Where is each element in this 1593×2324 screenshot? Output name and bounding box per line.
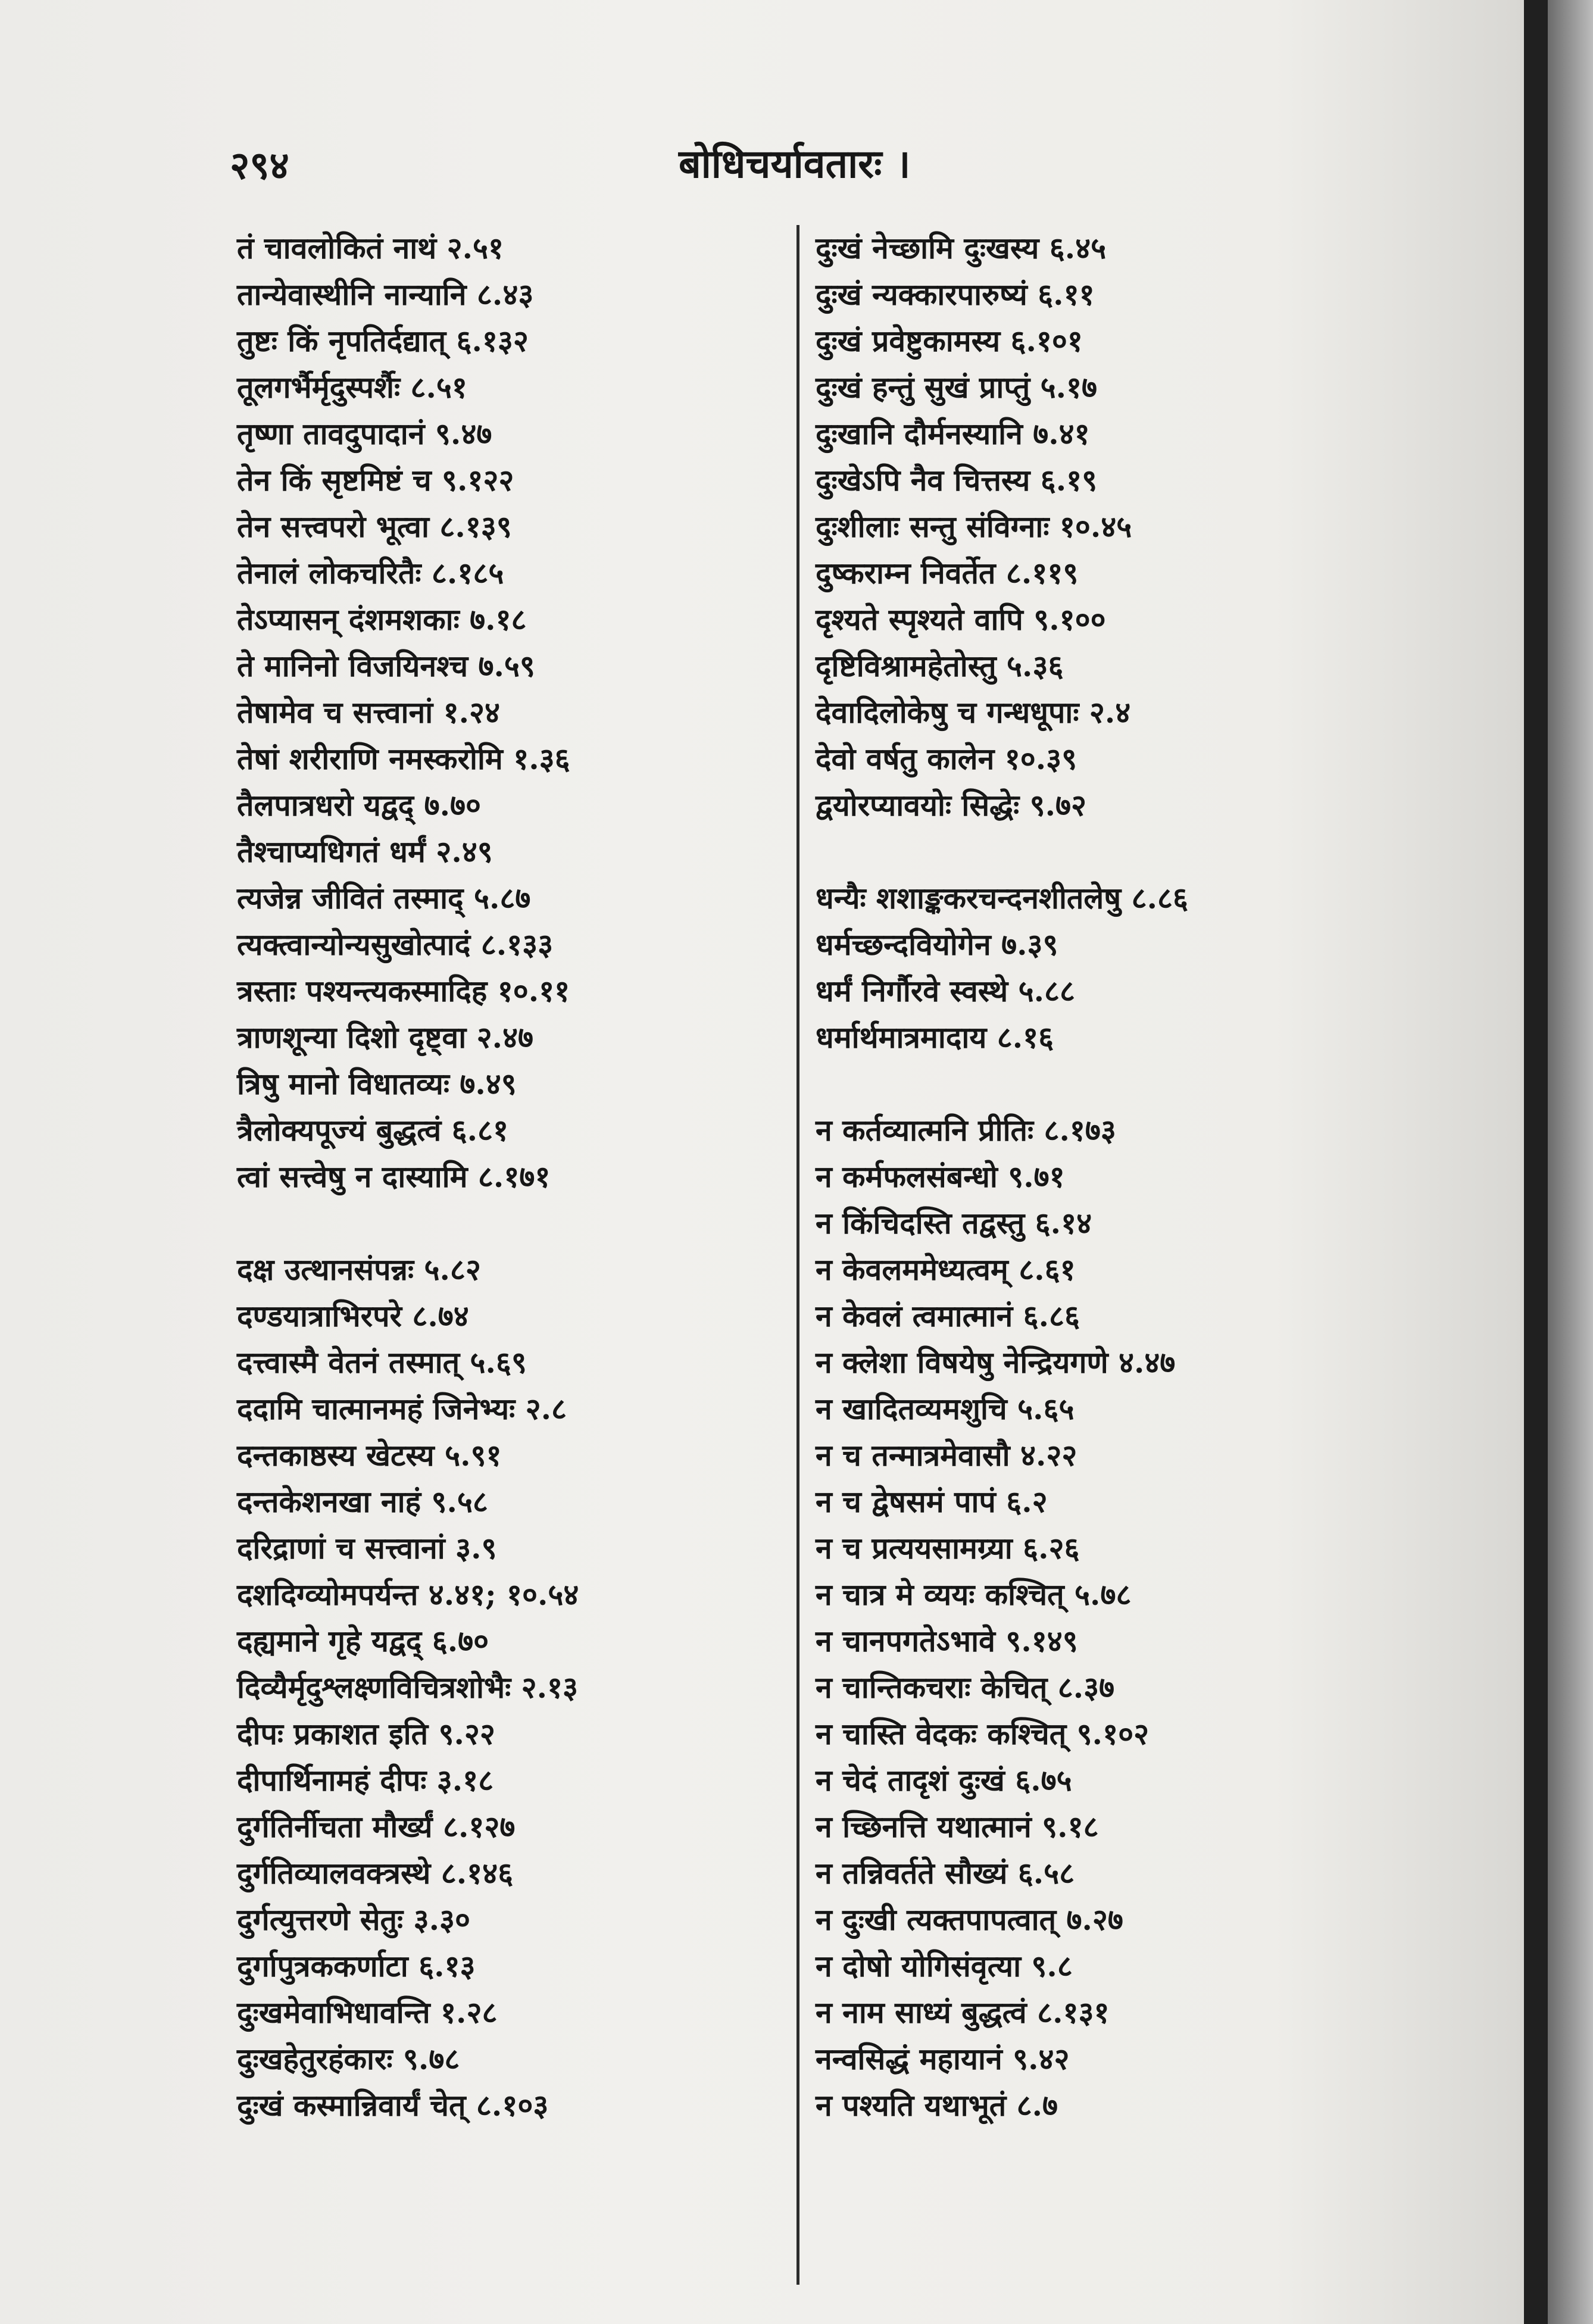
index-entry: तेन सत्त्वपरो भूत्वा ८.१३९ xyxy=(237,509,512,544)
index-entry: न किंचिदस्ति तद्वस्तु ६.१४ xyxy=(816,1205,1092,1241)
index-entry: ददामि चात्मानमहं जिनेभ्यः २.८ xyxy=(237,1391,567,1426)
index-entry: दक्ष उत्थानसंपन्नः ५.८२ xyxy=(237,1252,481,1287)
index-entry: दुःखं न्यक्कारपारुष्यं ६.११ xyxy=(816,277,1095,312)
index-entry: दुर्गतिर्नीचता मौर्ख्यं ८.१२७ xyxy=(237,1809,516,1844)
index-entry: दुःखं नेच्छामि दुःखस्य ६.४५ xyxy=(816,230,1107,265)
index-entry: त्यक्त्वान्योन्यसुखोत्पादं ८.१३३ xyxy=(237,927,554,962)
index-entry: दत्त्वास्मै वेतनं तस्मात् ५.६९ xyxy=(237,1345,527,1380)
index-entry: दुःखं प्रवेष्टुकामस्य ६.१०१ xyxy=(816,323,1083,358)
section-gap xyxy=(816,829,1506,875)
index-entry: न चेदं तादृशं दुःखं ६.७५ xyxy=(816,1763,1072,1798)
index-entry: दुःखहेतुरहंकारः ९.७८ xyxy=(237,2041,460,2076)
index-entry: न च तन्मात्रमेवासौ ४.२२ xyxy=(816,1438,1077,1473)
index-entry: दुःखानि दौर्मनस्यानि ७.४१ xyxy=(816,416,1090,451)
index-entry: तेऽप्यासन् दंशमशकाः ७.१८ xyxy=(237,602,527,637)
index-entry: दशदिग्व्योमपर्यन्त ४.४१; १०.५४ xyxy=(237,1577,579,1612)
index-entry: दन्तकेशनखा नाहं ९.५८ xyxy=(237,1484,488,1519)
index-entry: दह्यमाने गृहे यद्वद् ६.७० xyxy=(237,1623,489,1658)
index-entry: न केवलममेध्यत्वम् ८.६१ xyxy=(816,1252,1076,1287)
running-title: बोधिचर्यावतारः । xyxy=(679,140,911,187)
index-entry: न दुःखी त्यक्तपापत्वात् ७.२७ xyxy=(816,1902,1123,1937)
index-entry: धर्मं निर्गौरवे स्वस्थे ५.८८ xyxy=(816,973,1075,1008)
index-entry: दुर्गापुत्रककर्णाटा ६.१३ xyxy=(237,1948,476,1983)
index-entry: दीपार्थिनामहं दीपः ३.१८ xyxy=(237,1763,494,1798)
index-entry: न केवलं त्वमात्मानं ६.८६ xyxy=(816,1298,1080,1333)
index-entry: तेषामेव च सत्त्वानां १.२४ xyxy=(237,695,500,730)
book-gutter-shadow xyxy=(1524,0,1548,2324)
index-entry: तुष्टः किं नृपतिर्दद्यात् ६.१३२ xyxy=(237,323,529,358)
column-divider xyxy=(796,225,799,2285)
index-entry: तैश्चाप्यधिगतं धर्मं २.४९ xyxy=(237,834,493,869)
index-entry: दुर्गतिव्यालवक्त्रस्थे ८.१४६ xyxy=(237,1856,514,1891)
index-column-left xyxy=(237,225,773,2129)
index-entry: न खादितव्यमशुचि ५.६५ xyxy=(816,1391,1075,1426)
index-entry: धर्मच्छन्दवियोगेन ७.३९ xyxy=(816,927,1058,962)
index-entry: तृष्णा तावदुपादानं ९.४७ xyxy=(237,416,492,451)
index-entry: न च द्वेषसमं पापं ६.२ xyxy=(816,1484,1048,1519)
index-entry: दिव्यैर्मृदुश्लक्ष्णविचित्रशोभैः २.१३ xyxy=(237,1670,579,1705)
page-number: २९४ xyxy=(230,143,289,188)
index-column-right xyxy=(816,225,1506,2129)
index-entry: तैलपात्रधरो यद्वद् ७.७० xyxy=(237,788,482,823)
index-entry: दीपः प्रकाशत इति ९.२२ xyxy=(237,1716,495,1751)
index-entry: त्रिषु मानो विधातव्यः ७.४९ xyxy=(237,1066,517,1101)
section-gap xyxy=(237,1200,773,1247)
index-entry: दरिद्राणां च सत्त्वानां ३.९ xyxy=(237,1530,497,1566)
index-entry: तेनालं लोकचरितैः ८.१८५ xyxy=(237,555,504,591)
index-entry: तं चावलोकितं नाथं २.५१ xyxy=(237,230,504,265)
index-entry: त्रैलोक्यपूज्यं बुद्धत्वं ६.८१ xyxy=(237,1113,508,1148)
index-entry: दुःखं कस्मान्निवार्यं चेत् ८.१०३ xyxy=(237,2088,549,2123)
index-entry: न कर्मफलसंबन्धो ९.७१ xyxy=(816,1159,1065,1194)
index-entry: न पश्यति यथाभूतं ८.७ xyxy=(816,2088,1058,2123)
index-entry: त्राणशून्या दिशो दृष्ट्वा २.४७ xyxy=(237,1020,533,1055)
index-entry: द्वयोरप्यावयोः सिद्धेः ९.७२ xyxy=(816,788,1087,823)
index-entry: तान्येवास्थीनि नान्यानि ८.४३ xyxy=(237,277,534,312)
index-entry: न चानपगतेऽभावे ९.१४९ xyxy=(816,1623,1078,1658)
index-entry: तूलगर्भैर्मृदुस्पर्शैः ८.५१ xyxy=(237,370,467,405)
index-entry: दुःखं हन्तुं सुखं प्राप्तुं ५.१७ xyxy=(816,370,1098,405)
index-entry: दुःशीलाः सन्तु संविग्नाः १०.४५ xyxy=(816,509,1132,544)
index-entry: त्रस्ताः पश्यन्त्यकस्मादिह १०.११ xyxy=(237,973,570,1008)
index-entry: दण्डयात्राभिरपरे ८.७४ xyxy=(237,1298,469,1333)
index-entry: ते मानिनो विजयिनश्च ७.५९ xyxy=(237,648,535,683)
index-entry: न चात्र मे व्ययः कश्चित् ५.७८ xyxy=(816,1577,1132,1612)
index-entry: धर्मार्थमात्रमादाय ८.१६ xyxy=(816,1020,1054,1055)
index-entry: न नाम साध्यं बुद्धत्वं ८.१३१ xyxy=(816,1995,1110,2030)
book-gutter-edge xyxy=(1548,0,1593,2324)
index-entry: दृश्यते स्पृश्यते वापि ९.१०० xyxy=(816,602,1106,637)
index-entry: दन्तकाष्ठस्य खेटस्य ५.९१ xyxy=(237,1438,502,1473)
index-entry: न कर्तव्यात्मनि प्रीतिः ८.१७३ xyxy=(816,1113,1116,1148)
index-entry: दुःखेऽपि नैव चित्तस्य ६.१९ xyxy=(816,463,1098,498)
index-entry: देवो वर्षतु कालेन १०.३९ xyxy=(816,741,1077,776)
index-entry: न दोषो योगिसंवृत्या ९.८ xyxy=(816,1948,1073,1983)
index-entry: न क्लेशा विषयेषु नेन्द्रियगणे ४.४७ xyxy=(816,1345,1176,1380)
index-entry: तेन किं सृष्टमिष्टं च ९.१२२ xyxy=(237,463,514,498)
index-entry: धन्यैः शशाङ्ककरचन्दनशीतलेषु ८.८६ xyxy=(816,880,1189,916)
index-entry: दुर्गत्युत्तरणे सेतुः ३.३० xyxy=(237,1902,470,1937)
index-entry: नन्वसिद्धं महायानं ९.४२ xyxy=(816,2041,1070,2076)
index-entry: न च्छिनत्ति यथात्मानं ९.१८ xyxy=(816,1809,1099,1844)
index-entry: त्वां सत्त्वेषु न दास्यामि ८.१७१ xyxy=(237,1159,551,1194)
index-entry: न चान्तिकचराः केचित् ८.३७ xyxy=(816,1670,1115,1705)
index-entry: न च प्रत्ययसामग्र्या ६.२६ xyxy=(816,1530,1080,1566)
index-entry: न तन्निवर्तते सौख्यं ६.५८ xyxy=(816,1856,1075,1891)
index-entry: दृष्टिविश्रामहेतोस्तु ५.३६ xyxy=(816,648,1064,683)
index-entry: त्यजेन्न जीवितं तस्माद् ५.८७ xyxy=(237,880,531,916)
index-entry: तेषां शरीराणि नमस्करोमि १.३६ xyxy=(237,741,570,776)
index-entry: दुःखमेवाभिधावन्ति १.२८ xyxy=(237,1995,498,2030)
index-entry: न चास्ति वेदकः कश्चित् ९.१०२ xyxy=(816,1716,1150,1751)
section-gap xyxy=(816,1061,1506,1107)
index-entry: दुष्कराम्न निवर्तेत ८.११९ xyxy=(816,555,1079,591)
index-entry: देवादिलोकेषु च गन्धधूपाः २.४ xyxy=(816,695,1131,730)
